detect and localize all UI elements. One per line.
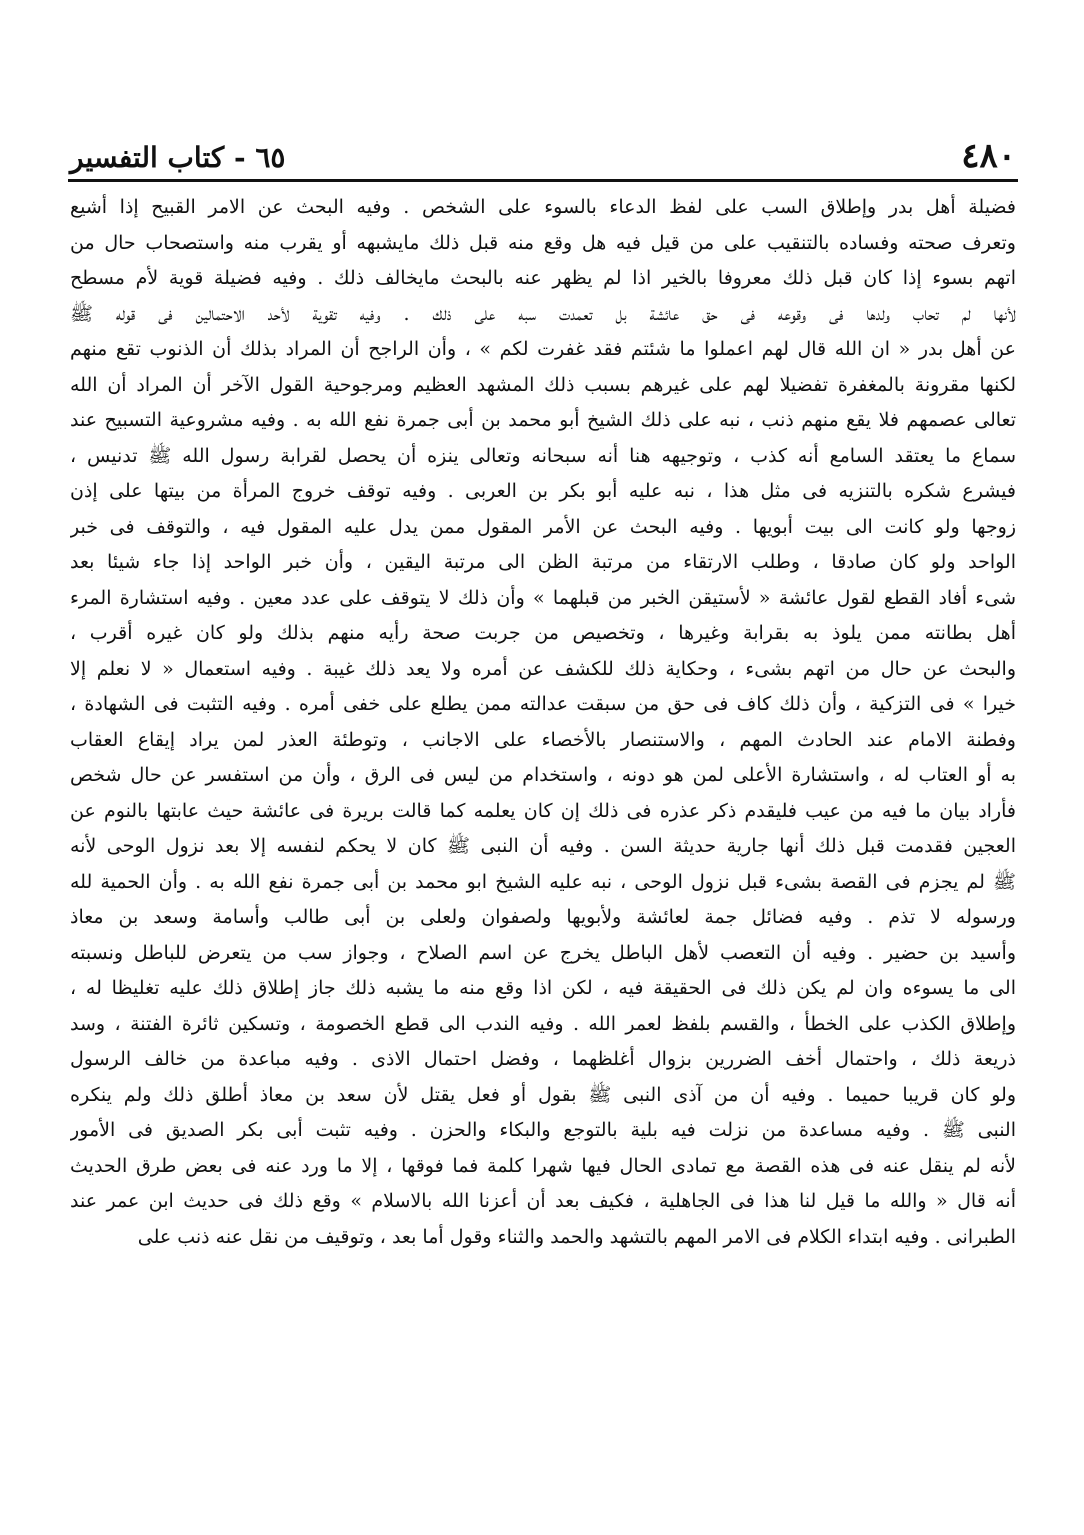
text-line: لكنها مقرونة بالمغفرة تفضيلا لهم على غيرهم بسبب ذلك المشهد العظيم ومرجوحية القول الآخر أن المراد أن الله: [70, 373, 1016, 396]
text-line: خيرا » فى التزكية ، وأن ذلك كاف فى حق من سبقت عدالته ممن يطلع على خفى أمره . وفيه التثبت فى الشهادة ،: [70, 693, 1016, 715]
text-line: ولو كان قريبا حميما . وفيه أن من آذى النبى ﷺ بقول أو فعل يقتل لأن سعد بن معاذ أطلق ذلك ولم ينكره: [70, 1083, 1016, 1106]
text-line: به أو العتاب له ، واستشارة الأعلى لمن هو دونه ، واستخدام من ليس فى الرق ، وأن من استفسر عن حال شخص: [70, 764, 1016, 786]
text-line: وتعرف صحته وفساده بالتنقيب على من قيل فيه هل وقع منه قبل ذلك مايشبهه أو يقرب منه واستصحاب حال من: [70, 231, 1016, 254]
text-line: لأنها لم تحاب ولدها فى وقوعه فى حق عائشة بل تعمدت سبه على ذلك . وفيه تقوية لأحد الاحتمالين فى قوله ﷺ: [70, 302, 1016, 325]
text-line: لأنه لم ينقل عنه فى هذه القصة مع تمادى الحال فيها شهرا كلمة فما فوقها ، إلا ما ورد عنه فى بعض طرق الحديث: [70, 1154, 1016, 1177]
text-line: وإطلاق الكذب على الخطأ ، والقسم بلفظ لعمر الله . وفيه الندب الى قطع الخصومة ، وتسكين ثائرة الفتنة ، وسد: [70, 1012, 1016, 1035]
text-line: زوجها ولو كانت الى بيت أبويها . وفيه البحث عن الأمر المقول ممن يدل عليه المقول فيه ، والتوقف فى خبر: [70, 515, 1016, 538]
text-line: عن أهل بدر « ان الله قال لهم اعملوا ما شئتم فقد غفرت لكم » ، وأن الراجح أن المراد بذلك أن الذنوب تقع منهم: [70, 338, 1016, 360]
text-line: الى ما يسوءه وان لم يكن ذلك فى الحقيقة فيه ، لكن اذا وقع منه ما يشبه ذلك جاز إطلاق ذلك عليه تغليظا له ،: [70, 977, 1016, 999]
text-line: الواحد ولو كان صادقا ، وطلب الارتقاء من مرتبة الظن الى مرتبة اليقين ، وأن خبر الواحد إذا جاء شيئا بعد: [70, 551, 1016, 573]
text-line: أهل بطانته ممن يلوذ به بقرابة وغيرها ، وتخصيص من جربت صحة رأيه منهم بذلك ولو كان غيره أقرب ،: [70, 622, 1016, 644]
page-header: [70, 136, 1016, 180]
text-line: فأراد بيان ما فيه من عيب فليقدم ذكر عذره فى ذلك إن كان يعلمه كما قالت بريرة فى عائشة حيث عابتها بالنوم عن: [70, 799, 1016, 822]
text-line: شىء أفاد القطع لقول عائشة « لأستيقن الخبر من قبلهما » وأن ذلك لا يتوقف على عدد معين . وفيه استشارة المرء: [70, 586, 1016, 609]
text-line: فيشرع شكره بالتنزيه فى مثل هذا ، نبه عليه أبو بكر بن العربى . وفيه توقف خروج المرأة من بيتها على إذن: [70, 480, 1016, 502]
header-rule: [68, 179, 1018, 182]
text-line: وأسيد بن حضير . وفيه أن التعصب لأهل الباطل يخرج عن اسم الصلاح ، وجواز سب من يتعرض للباطل ونسبته: [70, 941, 1016, 964]
text-line: تعالى عصمهم فلا يقع منهم ذنب ، نبه على ذلك الشيخ أبو محمد بن أبى جمرة نفع الله به . وفيه مشروعية التسبيح عند: [70, 409, 1016, 431]
text-line: اتهم بسوء إذا كان قبل ذلك معروفا بالخير اذا لم يظهر عنه بالبحث مايخالف ذلك . وفيه فضيلة قوية لأم مسطح: [70, 267, 1016, 289]
text-line: أنه قال « والله ما قيل لنا هذا فى الجاهلية ، فكيف بعد أن أعزنا الله بالاسلام » وقع ذلك فى حديث ابن عمر عند: [70, 1190, 1016, 1212]
text-line: ذريعة ذلك ، واحتمال أخف الضررين بزوال أغلظهما ، وفضل احتمال الاذى . وفيه مباعدة من خالف الرسول: [70, 1048, 1016, 1070]
text-line: والبحث عن حال من اتهم بشىء ، وحكاية ذلك للكشف عن أمره ولا يعد ذلك غيبة . وفيه استعمال « لا نعلم إلا: [70, 657, 1016, 680]
text-line: ورسوله لا تذم . وفيه فضائل جمة لعائشة ولأبويها ولصفوان ولعلى بن أبى طالب وأسامة وسعد بن معاذ: [70, 906, 1016, 928]
text-line: فضيلة أهل بدر وإطلاق السب على لفظ الدعاء بالسوء على الشخص . وفيه البحث عن الامر القبيح إذا أشيع: [70, 196, 1016, 218]
text-line: وفطنة الامام عند الحادث المهم ، والاستنصار بالأخصاء على الاجانب ، وتوطئة العذر لمن يراد إيقاع العقاب: [70, 728, 1016, 751]
body-text: [70, 190, 1016, 1255]
running-title: ٦٥ - كتاب التفسير: [70, 141, 286, 174]
text-line: النبى ﷺ . وفيه مساعدة من نزلت فيه بلية بالتوجع والبكاء والحزن . وفيه تثبت أبى بكر الصديق فى الأمور: [70, 1119, 1016, 1141]
page-number: ٤٨٠: [961, 136, 1016, 176]
text-line: سماع ما يعتقد السامع أنه كذب ، وتوجيهه هنا أنه سبحانه وتعالى ينزه أن يحصل لقرابة رسول الله ﷺ تدنيس ،: [70, 444, 1016, 467]
text-line: ﷺ لم يجزم فى القصة بشىء قبل نزول الوحى ، نبه عليه الشيخ ابو محمد بن أبى جمرة نفع الله به . وأن الحمية لله: [70, 870, 1016, 893]
text-line: الطبرانى . وفيه ابتداء الكلام فى الامر المهم بالتشهد والحمد والثناء وقول أما بعد ، وتوقيف من نقل عنه ذنب على: [137, 1225, 1016, 1248]
text-line: العجين فقدمت قبل ذلك أنها جارية حديثة السن . وفيه أن النبى ﷺ كان لا يحكم لنفسه إلا بعد نزول الوحى لأنه: [70, 835, 1016, 857]
